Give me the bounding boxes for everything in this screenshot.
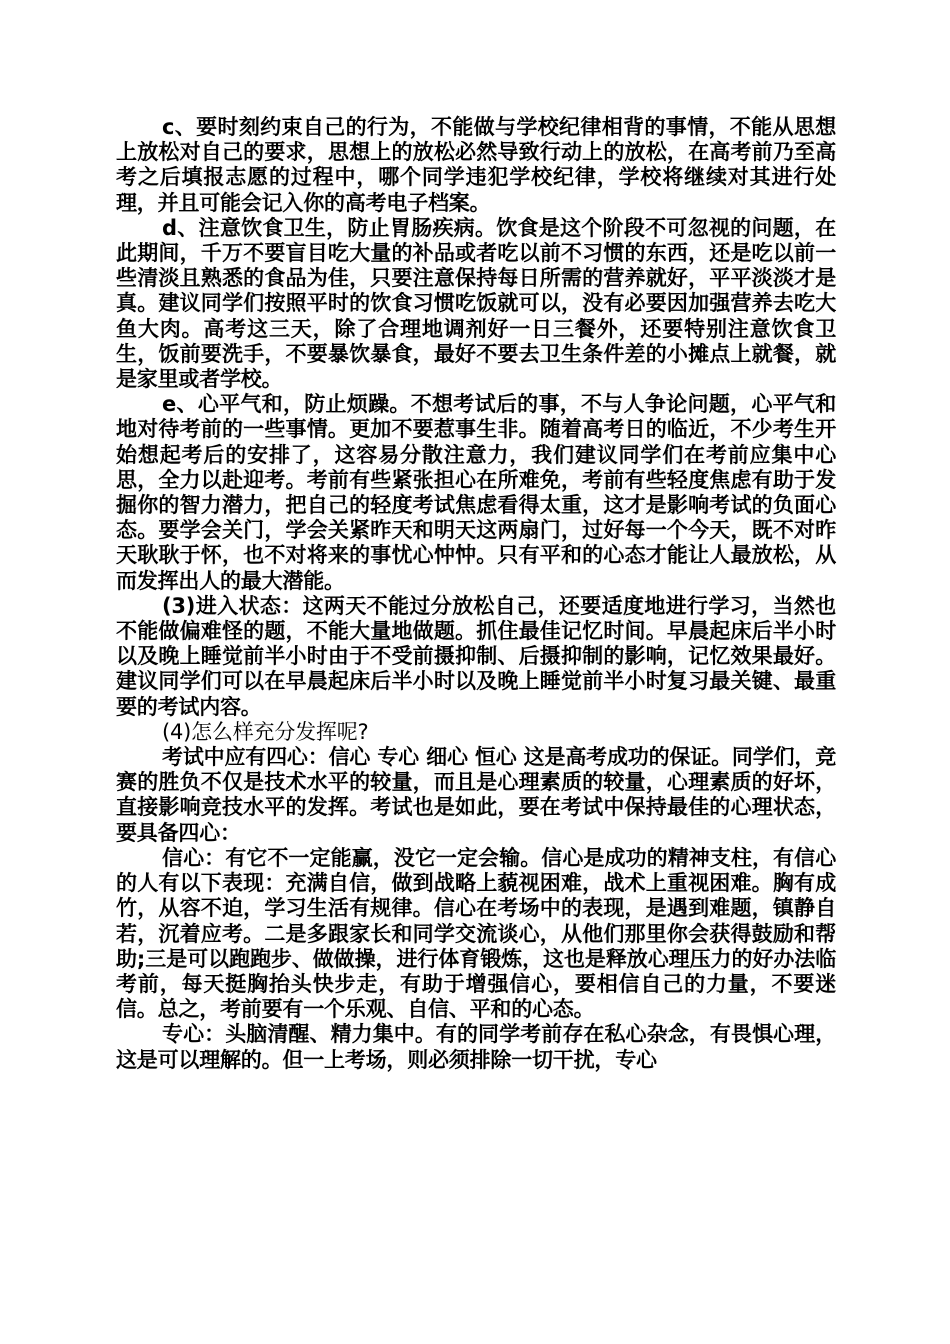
paragraph-enter-state: (3)进入状态：这两天不能过分放松自己，还要适度地进行学习，当然也不能做偏难怪的题，不能大量地做题。抓住最佳记忆时间。早晨起床后半小时以及晚上睡觉前半小时由于不受前摄抑制、后摄抑制的影响，记忆效果最好。建议同学们可以在早晨起床后半小时以及晚上睡觉前半小时复习最关键、最重要的考试内容。 (116, 593, 836, 719)
paragraph-confidence: 信心：有它不一定能赢，没它一定会输。信心是成功的精神支柱，有信心的人有以下表现：充满自信，做到战略上藐视困难，战术上重视困难。胸有成竹，从容不迫，学习生活有规律。信心在考场中的表现，是遇到难题，镇静自若，沉着应考。二是多跟家长和同学交流谈心，从他们那里你会获得鼓励和帮助;三是可以跑跑步、做做操，进行体育锻炼，这也是释放心理压力的好办法临考前，每天挺胸抬头快步走，有助于增强信心，要相信自己的力量，不要迷信。总之，考前要有一个乐观、自信、平和的心态。 (116, 845, 836, 1022)
paragraph-four-hearts: 考试中应有四心：信心 专心 细心 恒心 这是高考成功的保证。同学们，竞赛的胜负不仅是技术水平的较量，而且是心理素质的较量，心理素质的好坏，直接影响竞技水平的发挥。考试也是如此，要在考试中保持最佳的心理状态，要具备四心： (116, 745, 836, 845)
paragraph-diet: d、注意饮食卫生，防止胃肠疾病。饮食是这个阶段不可忽视的问题，在此期间，千万不要盲目吃大量的补品或者吃以前不习惯的东西，还是吃以前一些清淡且熟悉的食品为佳，只要注意保持每日所需的营养就好，平平淡淡才是真。建议同学们按照平时的饮食习惯吃饭就可以，没有必要因加强营养去吃大鱼大肉。高考这三天，除了合理地调剂好一日三餐外，还要特别注意饮食卫生，饭前要洗手，不要暴饮暴食，最好不要去卫生条件差的小摊点上就餐，就是家里或者学校。 (116, 215, 836, 392)
paragraph-heading-perform: (4)怎么样充分发挥呢? (162, 719, 369, 744)
paragraph-discipline: c、要时刻约束自己的行为，不能做与学校纪律相背的事情，不能从思想上放松对自己的要求，思想上的放松必然导致行动上的放松，在高考前乃至高考之后填报志愿的过程中，哪个同学违犯学校纪律，学校将继续对其进行处理，并且可能会记入你的高考电子档案。 (116, 115, 836, 215)
paragraph-calm: e、心平气和，防止烦躁。不想考试后的事，不与人争论问题，心平气和地对待考前的一些事情。更加不要惹事生非。随着高考日的临近，不少考生开始想起考后的安排了，这容易分散注意力，我们建议同学们在考前应集中心思，全力以赴迎考。考前有些紧张担心在所难免，考前有些轻度焦虑有助于发掘你的智力潜力，把自己的轻度考试焦虑看得太重，这才是影响考试的负面心态。要学会关门，学会关紧昨天和明天这两扇门，过好每一个今天，既不对昨天耿耿于怀，也不对将来的事忧心忡忡。只有平和的心态才能让人最放松，从而发挥出人的最大潜能。 (116, 392, 836, 593)
paragraph-focus: 专心：头脑清醒、精力集中。有的同学考前存在私心杂念，有畏惧心理，这是可以理解的。但一上考场，则必须排除一切干扰，专心 (116, 1022, 836, 1072)
document-body (116, 115, 836, 1073)
